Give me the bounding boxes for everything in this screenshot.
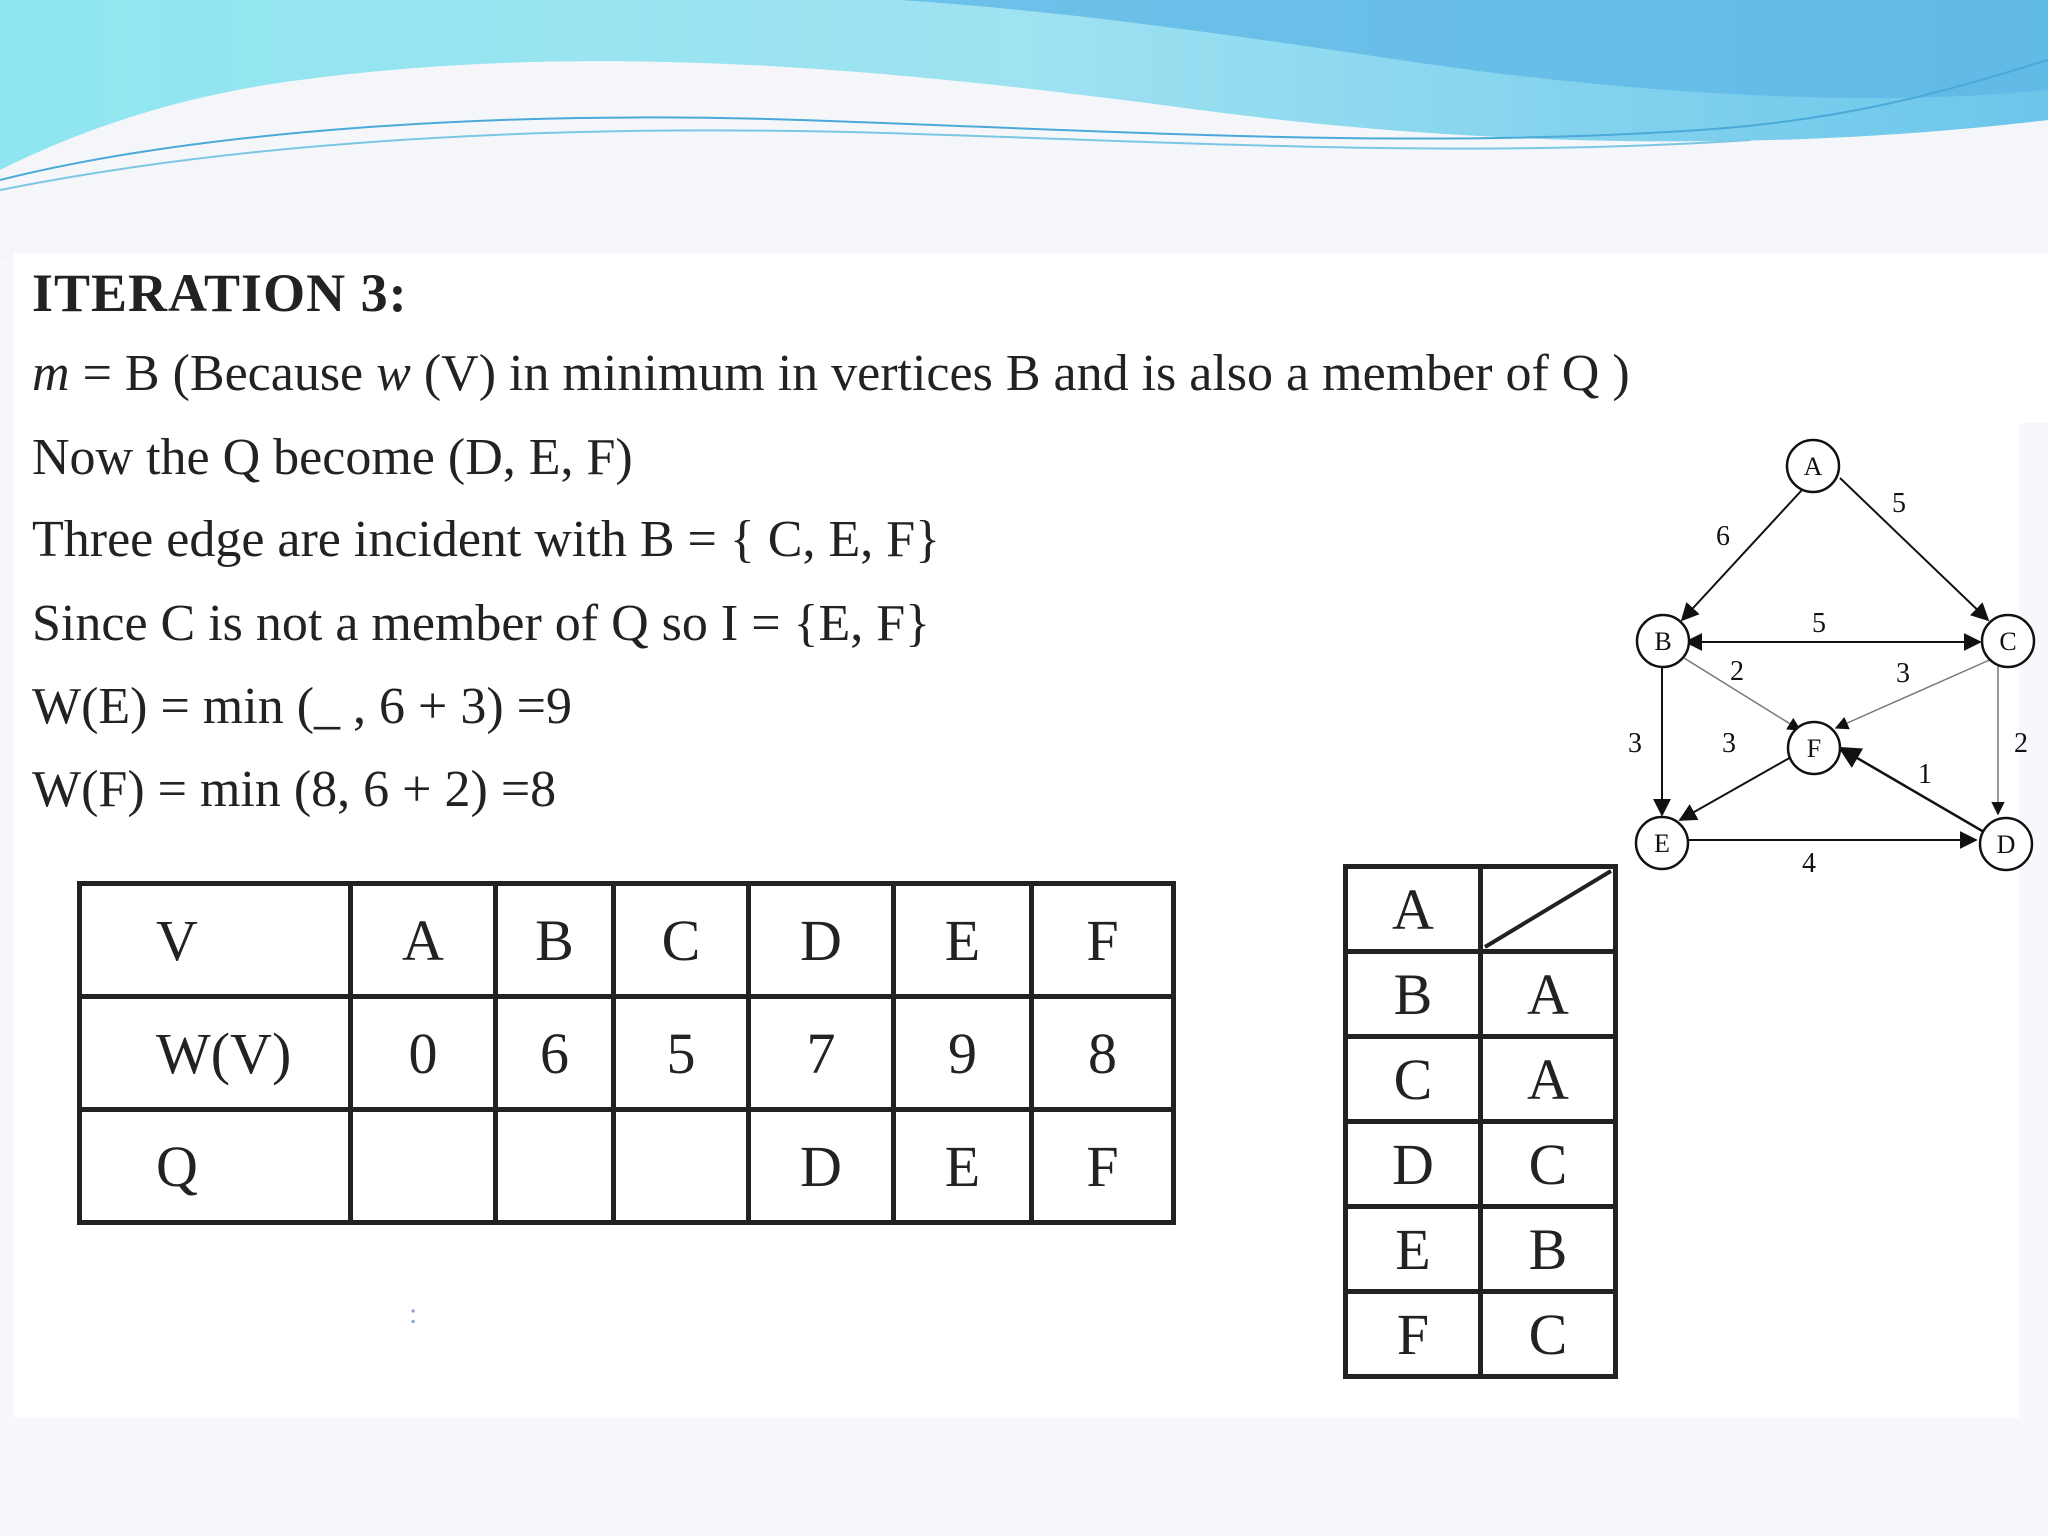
iteration-heading: ITERATION 3:	[32, 263, 408, 323]
table-cell: W(V)	[80, 997, 351, 1110]
weight-table	[77, 881, 1176, 1225]
table-cell: 7	[749, 997, 894, 1110]
node-label: E	[1654, 829, 1670, 858]
table-row	[1346, 1037, 1616, 1122]
table-row	[1346, 867, 1616, 952]
table-cell: 5	[614, 997, 749, 1110]
table-cell: B	[1346, 952, 1481, 1037]
table-cell	[614, 1110, 749, 1223]
table-cell: A	[351, 884, 496, 997]
table-cell: C	[1346, 1037, 1481, 1122]
node-e	[1636, 817, 1688, 869]
edge-weight-label: 4	[1802, 848, 1816, 879]
table-row	[80, 997, 1174, 1110]
table-cell: D	[749, 884, 894, 997]
table-row	[1346, 1122, 1616, 1207]
line-w-e: W(E) = min (_ , 6 + 3) =9	[32, 678, 572, 735]
edge-weight-label: 3	[1896, 658, 1910, 689]
line-c-not-member: Since C is not a member of Q so I = {E, F}	[32, 595, 931, 652]
line-q-become: Now the Q become (D, E, F)	[32, 429, 633, 486]
table-cell: A	[1481, 1037, 1616, 1122]
node-b	[1637, 615, 1689, 667]
edge-weight-label: 5	[1812, 608, 1826, 639]
edge-weight-label: 2	[2014, 728, 2028, 759]
line-m-end: (V) in minimum in vertices B and is also a member of Q )	[410, 345, 1630, 402]
content-edge	[2019, 253, 2048, 423]
node-a	[1787, 440, 1839, 492]
node-label: B	[1654, 627, 1672, 656]
diagonal-slash	[1483, 869, 1613, 949]
table-cell	[351, 1110, 496, 1223]
table-cell	[496, 1110, 614, 1223]
table-cell: E	[894, 884, 1032, 997]
table-cell: 8	[1032, 997, 1174, 1110]
edge-f-e	[1680, 752, 1800, 820]
line-m-text: = B (Because	[69, 345, 377, 402]
edge-weight-label: 2	[1730, 656, 1744, 687]
node-label: C	[1999, 627, 2017, 656]
table-cell: 9	[894, 997, 1032, 1110]
node-d	[1980, 818, 2032, 870]
table-cell: D	[749, 1110, 894, 1223]
edge-a-b	[1682, 478, 1813, 620]
table-row	[1346, 952, 1616, 1037]
table-row	[80, 1110, 1174, 1223]
graph-diagram	[1600, 430, 2048, 880]
edge-weight-label: 3	[1628, 728, 1642, 759]
table-cell: F	[1346, 1292, 1481, 1377]
table-cell: 6	[496, 997, 614, 1110]
table-cell: D	[1346, 1122, 1481, 1207]
edge-weight-label: 5	[1892, 488, 1906, 519]
table-cell: B	[1481, 1207, 1616, 1292]
table-row	[1346, 1292, 1616, 1377]
table-cell: C	[1481, 1292, 1616, 1377]
edge-c-f	[1836, 658, 1994, 728]
edge-d-f	[1840, 748, 1984, 832]
var-w: w	[376, 345, 411, 402]
table-cell: E	[1346, 1207, 1481, 1292]
predecessor-table	[1343, 864, 1618, 1379]
table-cell: C	[614, 884, 749, 997]
edge-weight-label: 3	[1722, 728, 1736, 759]
edge-a-c	[1840, 478, 1988, 620]
var-m: m	[32, 345, 70, 402]
line-m-equals-b	[32, 344, 1630, 403]
node-f	[1788, 722, 1840, 774]
line-w-f: W(F) = min (8, 6 + 2) =8	[32, 761, 557, 818]
table-cell: V	[80, 884, 351, 997]
node-label: A	[1803, 452, 1823, 481]
table-cell: Q	[80, 1110, 351, 1223]
stray-mark: :	[409, 1297, 418, 1330]
table-cell: F	[1032, 1110, 1174, 1223]
table-cell: C	[1481, 1122, 1616, 1207]
header-wave-banner	[0, 0, 2048, 260]
diagonal-empty-cell	[1481, 867, 1616, 952]
table-cell: 0	[351, 997, 496, 1110]
node-label: D	[1996, 830, 2016, 859]
table-cell: A	[1346, 867, 1481, 952]
edge-weight-label: 1	[1918, 759, 1932, 790]
table-row	[1346, 1207, 1616, 1292]
table-cell: B	[496, 884, 614, 997]
table-cell: F	[1032, 884, 1174, 997]
node-c	[1982, 615, 2034, 667]
table-row	[80, 884, 1174, 997]
edge-weight-label: 6	[1716, 521, 1730, 552]
table-cell: E	[894, 1110, 1032, 1223]
line-incident-edges: Three edge are incident with B = { C, E, F}	[32, 511, 941, 568]
table-cell: A	[1481, 952, 1616, 1037]
node-label: F	[1806, 734, 1822, 763]
